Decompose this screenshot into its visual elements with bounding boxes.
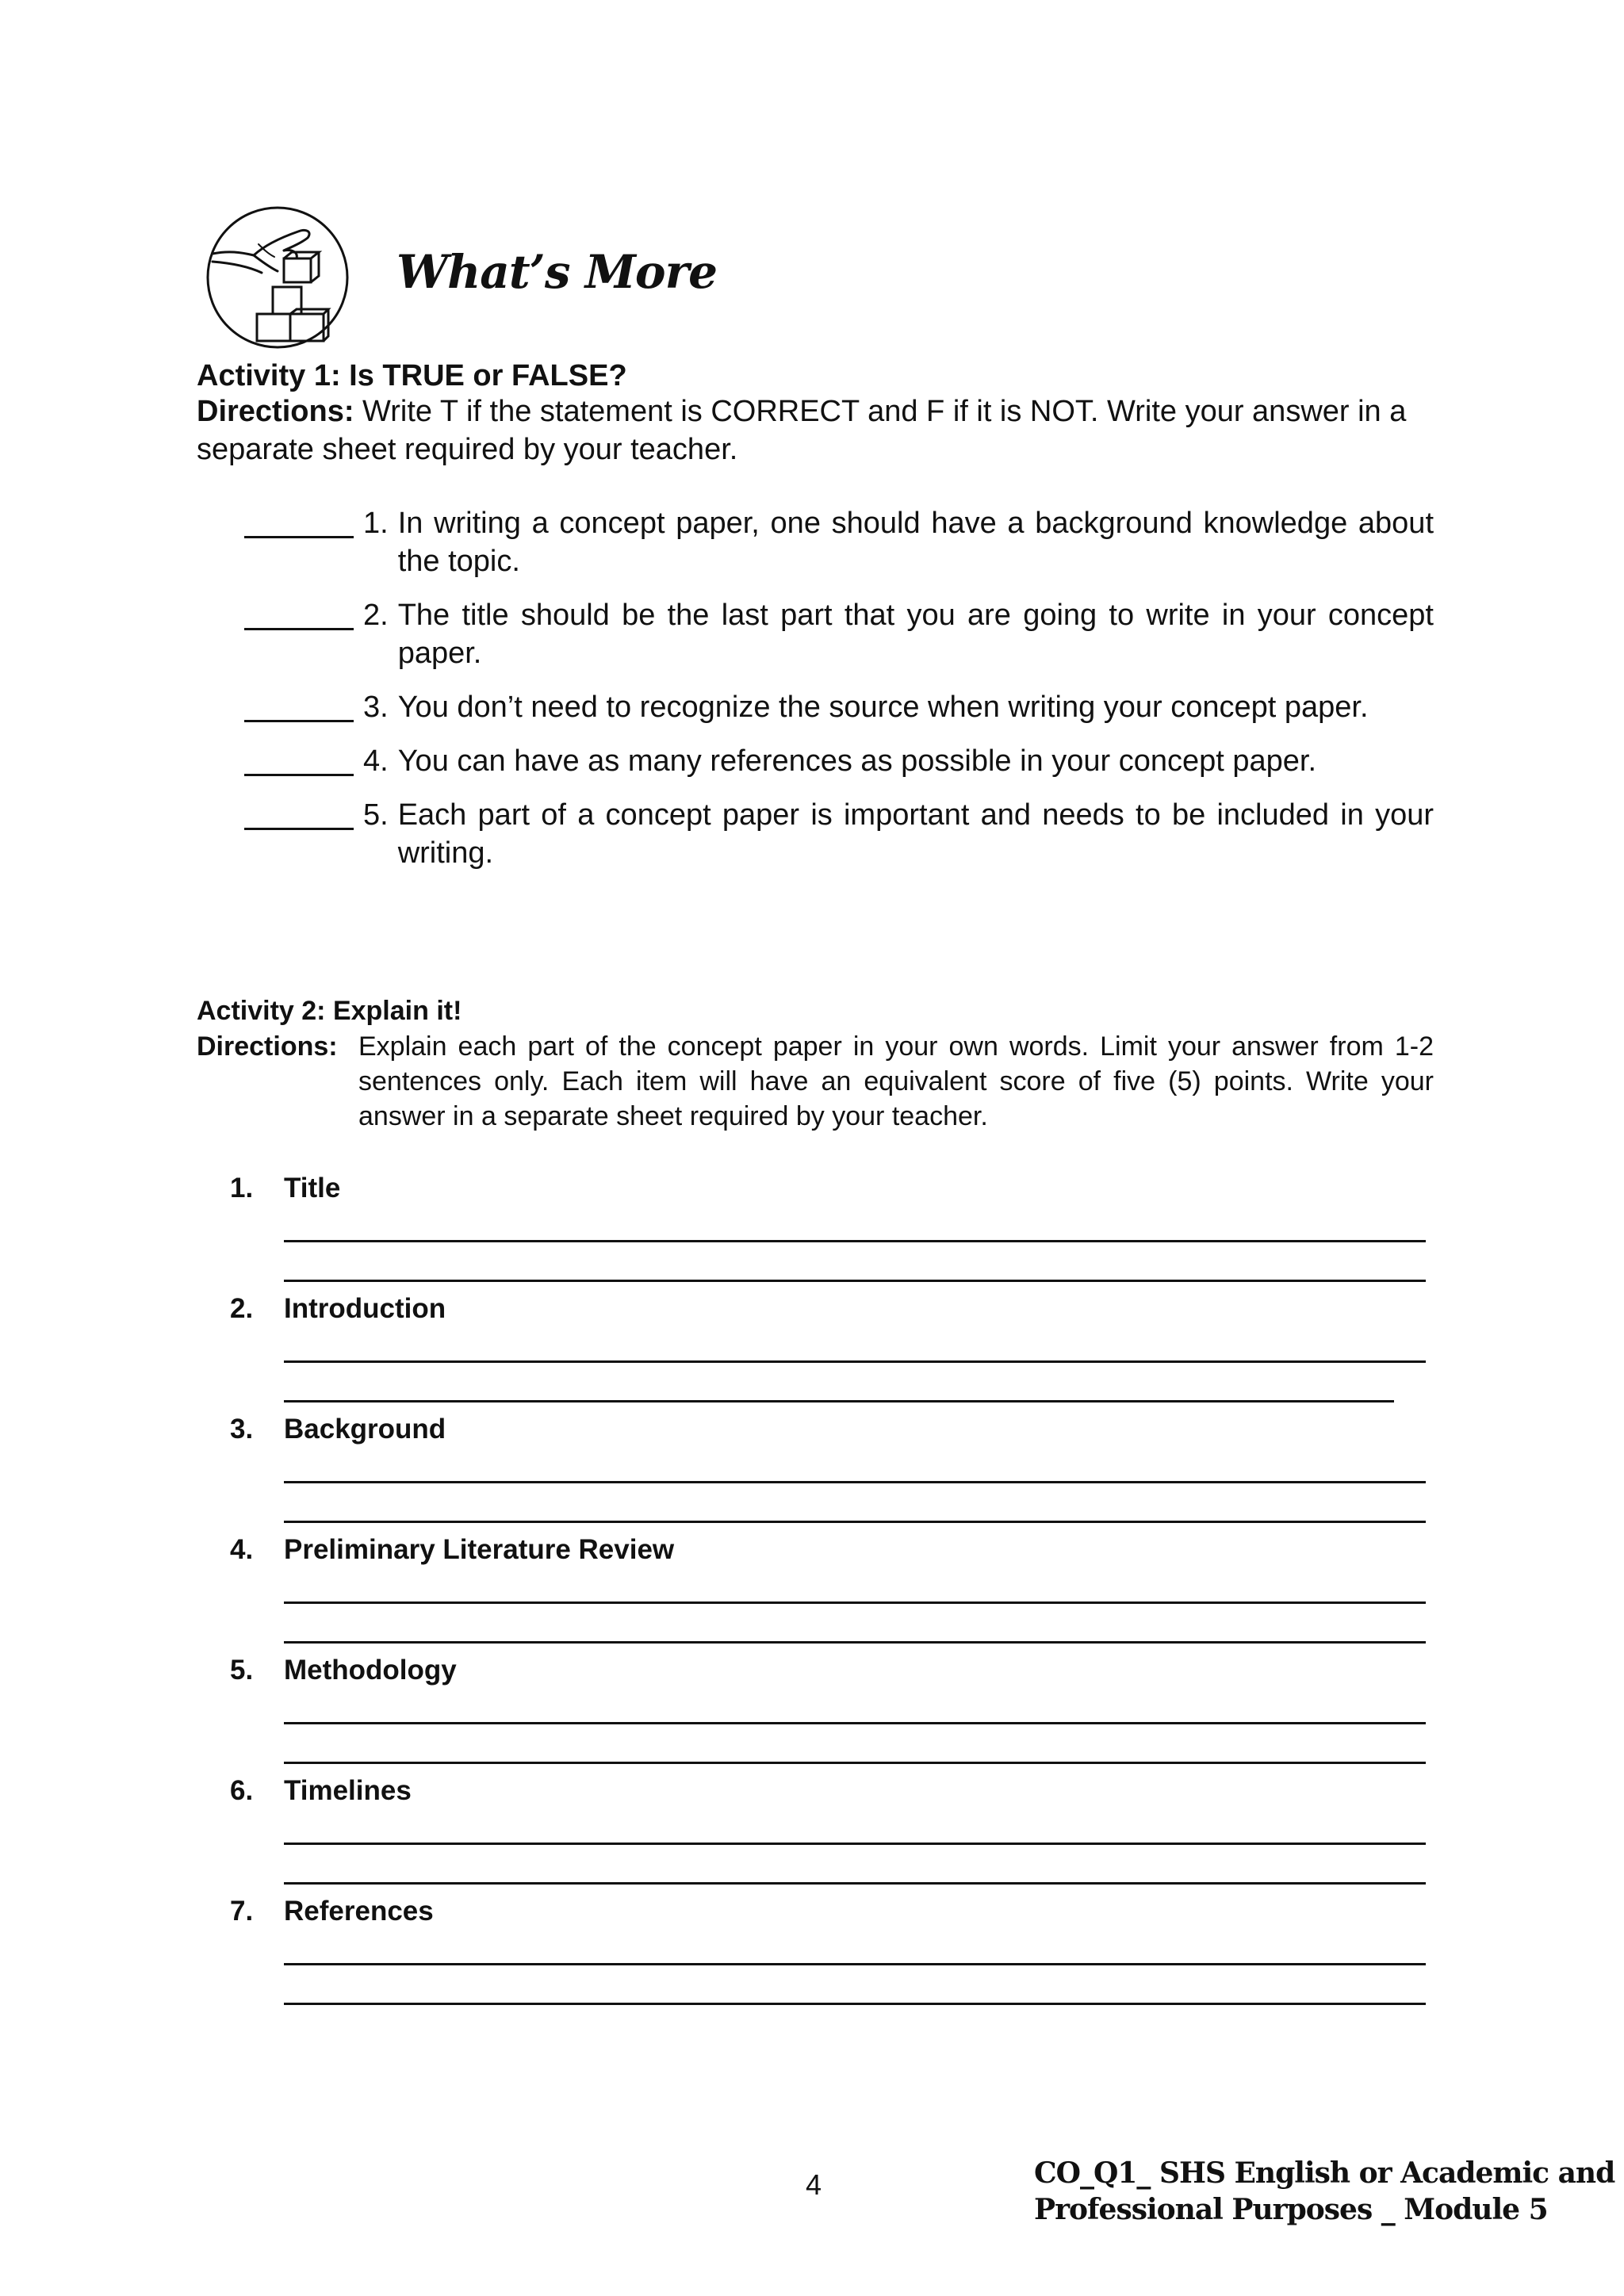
statement-text: In writing a concept paper, one should have a background knowledge about the topic. xyxy=(397,507,1434,578)
true-false-list xyxy=(244,504,1434,888)
section-heading: What’s More xyxy=(396,245,718,299)
answer-line[interactable] xyxy=(284,1521,1426,1523)
answer-line[interactable] xyxy=(284,1722,1426,1724)
statement-text: Each part of a concept paper is important and needs to be included in your writing. xyxy=(397,798,1434,870)
list-item xyxy=(244,504,1434,580)
item-number: 3. xyxy=(363,691,389,724)
activity1-title: Activity 1: Is TRUE or FALSE? xyxy=(197,359,627,392)
list-item xyxy=(230,1292,1435,1413)
item-label: References xyxy=(284,1896,434,1927)
item-label: Timelines xyxy=(284,1775,412,1806)
hand-stacking-blocks-icon xyxy=(205,205,350,350)
footer-module-line1: CO_Q1_ SHS English or Academic and xyxy=(1034,2156,1615,2190)
list-item xyxy=(244,596,1434,672)
answer-blank[interactable] xyxy=(244,742,354,776)
item-number: 7. xyxy=(230,1896,254,1927)
item-number: 3. xyxy=(230,1414,254,1445)
list-item xyxy=(230,1533,1435,1654)
answer-line[interactable] xyxy=(284,1882,1426,1885)
item-number: 1. xyxy=(230,1173,254,1203)
answer-line[interactable] xyxy=(284,1280,1426,1282)
item-label: Introduction xyxy=(284,1293,446,1324)
item-label: Title xyxy=(284,1173,341,1203)
item-number: 2. xyxy=(230,1293,254,1324)
answer-line[interactable] xyxy=(284,1843,1426,1845)
footer-module-info xyxy=(1034,2155,1614,2228)
answer-line[interactable] xyxy=(284,1601,1426,1604)
answer-blank[interactable] xyxy=(244,596,354,630)
activity2-title: Activity 2: Explain it! xyxy=(197,996,462,1026)
answer-line[interactable] xyxy=(284,1762,1426,1764)
answer-blank[interactable] xyxy=(244,504,354,538)
answer-line[interactable] xyxy=(284,1481,1426,1483)
item-label: Background xyxy=(284,1414,446,1445)
statement-text: You can have as many references as possible in your concept paper. xyxy=(397,744,1317,778)
activity2-directions-text: Explain each part of the concept paper in your own words. Limit your answer from 1-2 sentences only. Each item will have an equivalent score of five (5) points. Write your answer in a separate sheet required by your teacher. xyxy=(358,1031,1434,1131)
item-number: 4. xyxy=(230,1534,254,1565)
list-item xyxy=(230,1413,1435,1533)
item-number: 5. xyxy=(230,1655,254,1686)
list-item xyxy=(230,1654,1435,1774)
activity1-directions-label: Directions: xyxy=(197,395,354,428)
item-label: Preliminary Literature Review xyxy=(284,1534,675,1565)
item-number: 2. xyxy=(363,599,389,632)
item-number: 1. xyxy=(363,507,389,540)
answer-line[interactable] xyxy=(284,1963,1426,1965)
activity2-directions-label: Directions: xyxy=(197,1031,338,1062)
activity1-directions xyxy=(197,392,1434,469)
list-item xyxy=(230,1774,1435,1895)
explain-list xyxy=(230,1172,1435,2015)
footer-module-line2: Professional Purposes _ Module 5 xyxy=(1034,2193,1548,2226)
activity1-directions-text: Write T if the statement is CORRECT and F if it is NOT. Write your answer in a separate sheet required by your teacher. xyxy=(197,395,1407,466)
item-number: 5. xyxy=(363,798,389,832)
list-item xyxy=(230,1172,1435,1292)
statement-text: You don’t need to recognize the source when writing your concept paper. xyxy=(397,691,1369,724)
answer-line[interactable] xyxy=(284,1360,1426,1363)
page-number: 4 xyxy=(806,2168,822,2201)
answer-blank[interactable] xyxy=(244,688,354,722)
answer-blank[interactable] xyxy=(244,796,354,830)
item-label: Methodology xyxy=(284,1655,457,1686)
answer-line[interactable] xyxy=(284,2003,1426,2005)
answer-line[interactable] xyxy=(284,1240,1426,1242)
list-item xyxy=(244,742,1434,780)
answer-line[interactable] xyxy=(284,1641,1426,1644)
list-item xyxy=(244,688,1434,726)
list-item xyxy=(230,1895,1435,2015)
item-number: 6. xyxy=(230,1775,254,1806)
statement-text: The title should be the last part that you are going to write in your concept paper. xyxy=(397,599,1434,670)
answer-line[interactable] xyxy=(284,1400,1394,1402)
item-number: 4. xyxy=(363,744,389,778)
list-item xyxy=(244,796,1434,872)
